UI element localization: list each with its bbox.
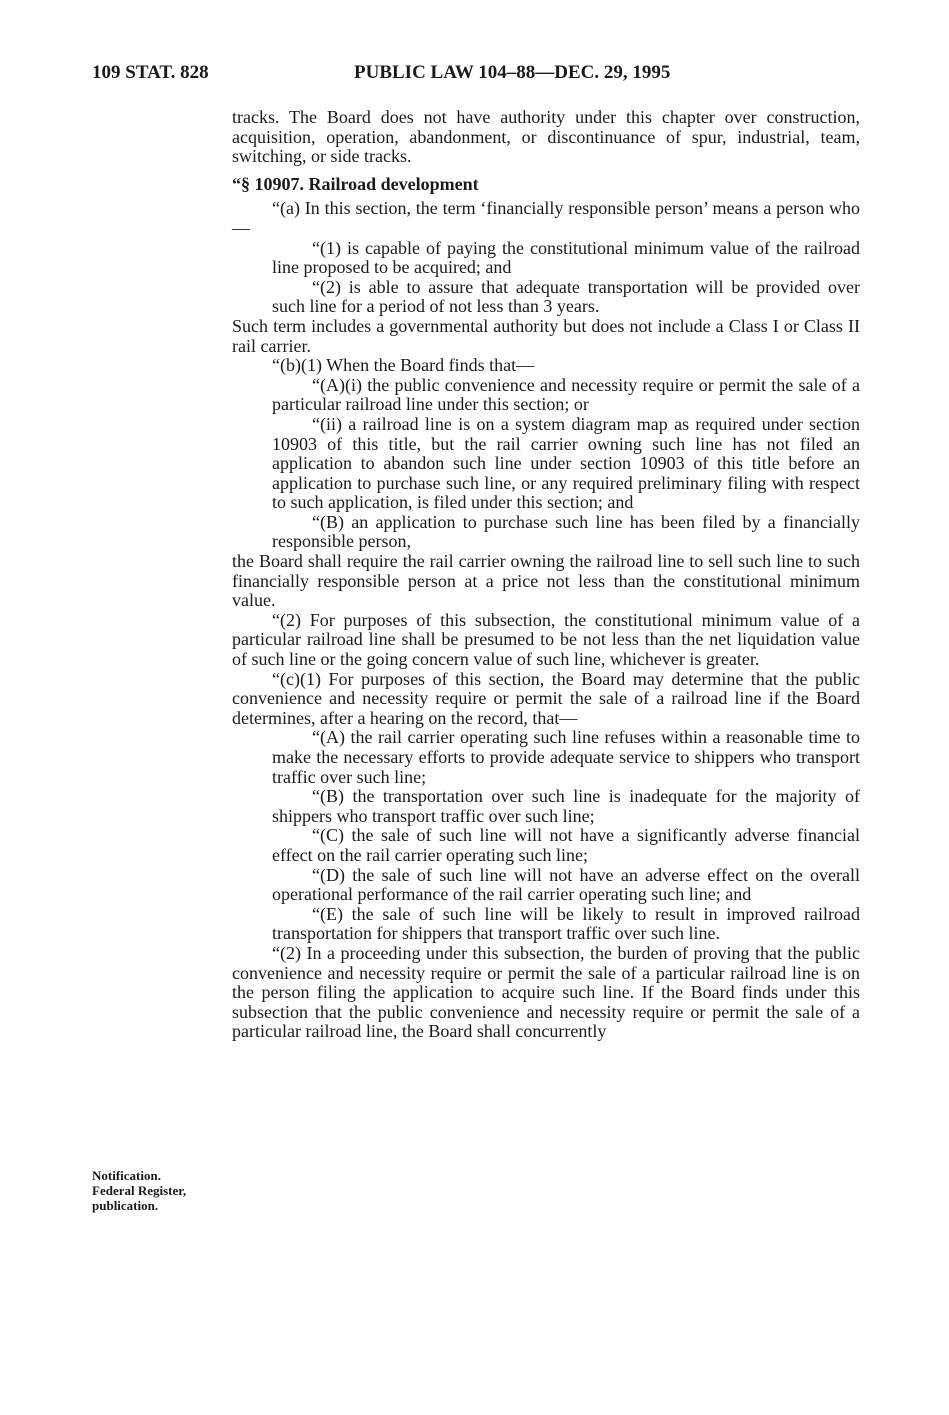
- paragraph-tracks: tracks. The Board does not have authority under this chapter over construction, acquisition, operation, abandonment, or discontinuance of spur, industrial, team, switching, or side tracks.: [232, 107, 860, 167]
- public-law-citation: PUBLIC LAW 104–88—DEC. 29, 1995: [354, 62, 671, 83]
- paragraph-b2: “(2) For purposes of this subsection, the constitutional minimum value of a particular railroad line shall be presumed to be not less than the net liquidation value of such line or the going concern value of such line, whichever is greater.: [232, 609, 860, 670]
- paragraph-c1: “(c)(1) For purposes of this section, the Board may determine that the public convenience and necessity require or permit the sale of a railroad line if the Board determines, after a hearing on the record, that—: [232, 668, 860, 728]
- paragraph-a-tail: Such term includes a governmental authority but does not include a Class I or Class II rail carrier.: [232, 315, 860, 356]
- paragraph-c1-E: “(E) the sale of such line will be likely to result in improved railroad transportation for shippers that transport traffic over such line.: [272, 903, 860, 944]
- paragraph-a1: “(1) is capable of paying the constitutional minimum value of the railroad line proposed to be acquired; and: [272, 237, 860, 278]
- paragraph-b1: “(b)(1) When the Board finds that—: [272, 355, 535, 376]
- section-heading: “§ 10907. Railroad development: [232, 173, 479, 194]
- margin-note-line: publication.: [92, 1198, 159, 1213]
- paragraph-a: “(a) In this section, the term ‘financially responsible person’ means a person who—: [232, 198, 860, 238]
- paragraph-c1-C: “(C) the sale of such line will not have a significantly adverse financial effect on the rail carrier operating such line;: [272, 825, 860, 865]
- paragraph-b1-tail: the Board shall require the rail carrier owning the railroad line to sell such line to such financially responsible person at a price not less than the constitutional minimum value.: [232, 551, 860, 611]
- paragraph-b1-A-i: “(A)(i) the public convenience and necessity require or permit the sale of a particular railroad line under this section; or: [272, 374, 860, 415]
- paragraph-a2: “(2) is able to assure that adequate transportation will be provided over such line for a period of not less than 3 years.: [272, 276, 860, 317]
- paragraph-b1-ii: “(ii) a railroad line is on a system diagram map as required under section 10903 of this title, but the rail carrier owning such line has not filed an application to abandon such line under section 10903 of this title before an application to purchase such line, or any required preliminary filing with respect to such application, is filed under this section; and: [272, 413, 860, 513]
- paragraph-c1-A: “(A) the rail carrier operating such line refuses within a reasonable time to make the necessary efforts to provide adequate service to shippers who transport traffic over such line;: [272, 727, 860, 787]
- paragraph-b1-B: “(B) an application to purchase such line has been filed by a financially responsible person,: [272, 511, 860, 552]
- margin-note-line: Federal Register,: [92, 1183, 187, 1198]
- paragraph-c1-D: “(D) the sale of such line will not have an adverse effect on the overall operational performance of the rail carrier operating such line; and: [272, 864, 860, 905]
- statute-body: [232, 108, 860, 1042]
- paragraph-c1-B: “(B) the transportation over such line is inadequate for the majority of shippers who transport traffic over such line;: [272, 786, 860, 826]
- paragraph-c2: “(2) In a proceeding under this subsection, the burden of proving that the public convenience and necessity require or permit the sale of a particular railroad line is on the person filing the application to acquire such line. If the Board finds under this subsection that the public convenience and necessity require or permit the sale of a particular railroad line, the Board shall concurrently: [232, 942, 860, 1042]
- margin-note-line: Notification.: [92, 1168, 161, 1183]
- statute-page-number: 109 STAT. 828: [92, 62, 209, 83]
- margin-note: [92, 1168, 222, 1213]
- running-header: [92, 62, 862, 90]
